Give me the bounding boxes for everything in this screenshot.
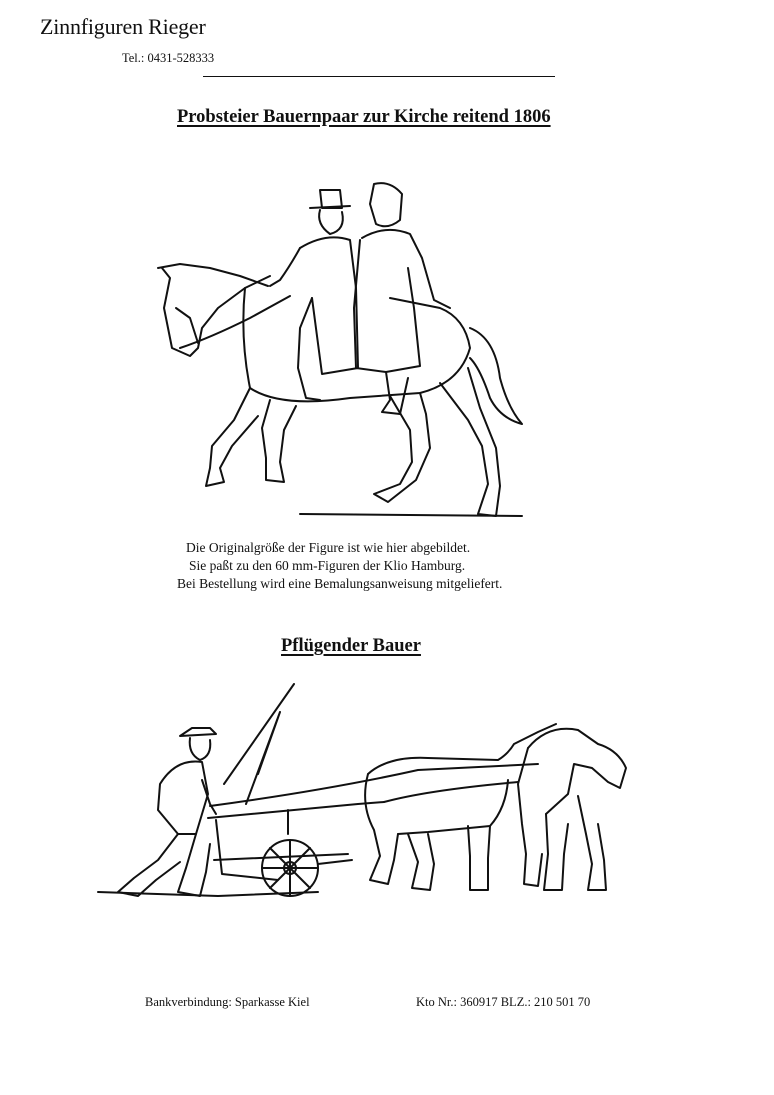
ploughing-farmer-icon [98,684,648,909]
bank-connection: Bankverbindung: Sparkasse Kiel [145,995,310,1009]
account-number: Kto Nr.: 360917 BLZ.: 210 501 70 [416,995,591,1009]
company-name: Zinnfiguren Rieger [40,14,206,39]
figure2-title: Pflügender Bauer [281,636,421,656]
phone-number: Tel.: 0431-528333 [122,51,215,65]
header-divider [203,76,555,77]
figure1-title: Probsteier Bauernpaar zur Kirche reitend 1806 [177,107,551,127]
caption-line-3: Bei Bestellung wird eine Bemalungsanweisung mitgeliefert. [177,576,503,591]
caption-line-1: Die Originalgröße der Figure ist wie hier abgebildet. [186,540,471,555]
caption-line-2: Sie paßt zu den 60 mm-Figuren der Klio Hamburg. [189,558,466,573]
riding-couple-icon [150,168,540,528]
